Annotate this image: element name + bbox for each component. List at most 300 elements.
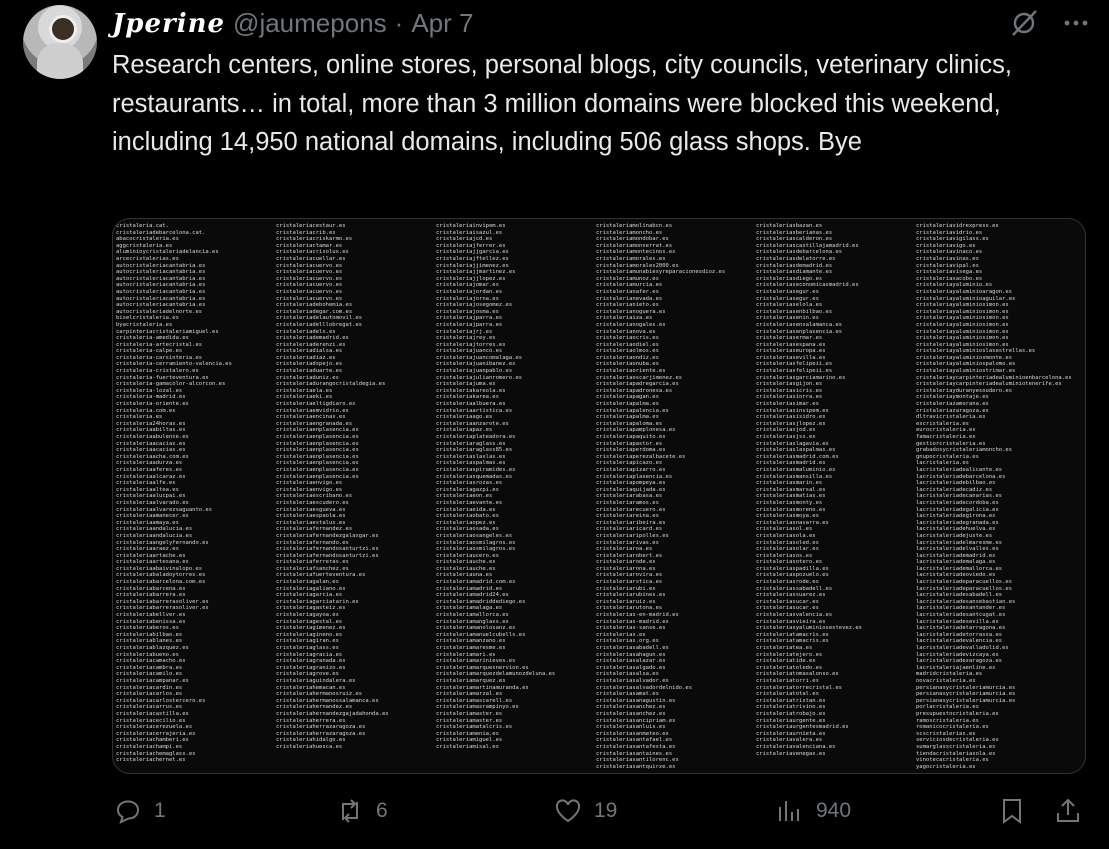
domain-entry: cristaleriasmonty.es [756, 499, 823, 506]
views-button[interactable] [774, 795, 851, 827]
domain-entry: cristaleriabenissa.es [116, 618, 186, 625]
domain-entry: cristaleriamonserrat.es [596, 242, 673, 249]
domain-entry: cristaleriayaluminiosmonte.es [916, 354, 1013, 361]
domain-entry: cristaleriadegar.com.es [276, 308, 353, 315]
display-name[interactable]: Jperine [112, 9, 226, 39]
domain-entry: cristalerianogales.es [596, 321, 666, 328]
domain-entry: cristaleriapaquito.es [596, 434, 666, 440]
domain-entry: romanicocristaleria.es [916, 724, 989, 731]
domain-entry: cristaleriaencinas.es [276, 414, 346, 421]
domain-entry: cristaleriabarrera.es [116, 592, 186, 599]
domain-entry: cristaleriatejero.es [756, 651, 823, 658]
domain-entry: gestiorcristaleria.es [916, 440, 986, 447]
domain-entry: cristaleriasimar.es [756, 401, 819, 408]
domain-entry: cristalerias.es [596, 631, 646, 638]
domain-entry: lacristaleriadeparacuellos.es [916, 585, 1013, 592]
domain-entry: cristalerias-sanse.es [596, 625, 666, 632]
domain-entry: cristaleria-gamacolor-alcorcon.es [116, 381, 226, 388]
domain-entry: cristaleriaengranada.es [276, 420, 353, 427]
bookmark-button[interactable] [996, 795, 1028, 827]
domain-entry: cristaleriatide.es [756, 658, 816, 665]
domain-entry: cristaleriayaluminiosimon.es [916, 321, 1009, 328]
domain-entry: cristaleriaandalucia.es [116, 532, 193, 539]
domain-entry: cristaleriaruiz.es [596, 598, 656, 605]
domain-entry: cristaleriarubines.es [596, 592, 666, 599]
domain-entry: cristaleriamurcia.es [596, 282, 663, 289]
domain-entry: cristaleriasmoreno.es [756, 506, 826, 513]
tweet-actions [112, 795, 1084, 831]
domain-entry: cristaleriasfelipeii.es [756, 368, 833, 375]
domain-entry: cristaleriazamorana.es [916, 401, 989, 408]
domain-entry: cristaleriamallorca.es [436, 612, 509, 619]
domain-entry: lacristaleriadetarragona.es [916, 625, 1006, 632]
domain-entry: cristaleriaroa.es [596, 546, 653, 553]
domain-entry: lacristaleriadesansebastian.es [916, 598, 1016, 605]
domain-column [916, 223, 1076, 770]
domain-entry: cristaleriaseconomicasmadrid.es [756, 282, 859, 289]
domain-entry: vinotecacristaleria.es [916, 757, 989, 764]
domain-entry: cristaleriaguindalera.es [276, 677, 356, 684]
domain-entry: cristaleriajtorres.es [436, 341, 506, 348]
domain-entry: cristaleriacarlos.es [116, 691, 183, 698]
domain-entry: cristaleriarutona.es [596, 605, 663, 612]
domain-entry: aluminioycristaleriadelancia.es [116, 249, 219, 256]
domain-entry: cristaleria-oriente.es [116, 401, 189, 408]
domain-entry: cristaleriabarrerasoliver.es [116, 605, 209, 612]
domain-entry: cristaleriamascarell.es [436, 697, 513, 704]
domain-entry: cristaleriajorna.es [436, 295, 499, 302]
domain-entry: cristaleriamorales2000.es [596, 262, 679, 269]
domain-entry: cristaleriamadrid.es [436, 585, 503, 592]
domain-entry: cristaleriauche.es [436, 565, 496, 572]
tweet-media-image[interactable] [112, 218, 1086, 774]
domain-entry: cristaleriamanglass.es [436, 618, 509, 625]
domain-entry: cristaleriaseuropa.es [756, 348, 826, 355]
domain-entry: cristaleriayaluminioaragon.es [916, 288, 1013, 295]
domain-entry: cristaleriaspadilla.es [756, 565, 829, 572]
tweet-date[interactable]: Apr 7 [411, 8, 474, 38]
domain-entry: cristaleriavinaco.es [916, 249, 983, 256]
domain-entry: cristaleriasenplasencia.es [756, 328, 843, 335]
domain-entry: cristaleriasicris.es [756, 387, 823, 394]
domain-entry: cristaleria-madrid.es [116, 394, 186, 401]
domain-entry: cristaleriassuarez.es [756, 592, 826, 599]
reply-icon [112, 795, 144, 827]
domain-entry: cristaleriaabiltas.es [116, 427, 186, 434]
domain-entry: yagocristaleria.es [916, 763, 976, 770]
domain-entry: cristaleriatoledo.es [756, 664, 823, 671]
domain-entry: cristaleriasisidro.es [756, 414, 826, 421]
domain-entry: cristaleriamarzal.es [436, 691, 503, 698]
domain-entry: cristaleriaslagavia.es [756, 440, 829, 447]
domain-entry: famacristaleria.es [916, 434, 976, 440]
domain-entry: cristaleriarona.es [596, 565, 656, 572]
domain-entry: cristaleriaosangeles.es [436, 532, 513, 539]
domain-entry: cristaleriagayoa.es [276, 612, 339, 619]
domain-entry: cristaleriagracia.es [276, 651, 343, 658]
domain-entry: cristaleriaenplasencia.es [276, 447, 359, 454]
domain-entry: cristaleriaadurza.es [116, 460, 183, 467]
domain-entry: cristaleriabarcelona.com.es [116, 579, 206, 586]
domain-entry: autocristaleriacantabria.es [116, 295, 206, 302]
domain-entry: cristaleriayaluminiosimon.es [916, 315, 1009, 322]
domain-entry: cristaleriajuancomalaga.es [436, 354, 523, 361]
domain-entry: cristaleriaspozuelo.es [756, 572, 829, 579]
domain-entry: cristaleriasevilla.es [756, 354, 826, 361]
domain-entry: cristaleriacuervo.es [276, 288, 343, 295]
heart-icon [552, 795, 584, 827]
domain-entry: cristaleriascastillajamadrid.es [756, 242, 859, 249]
tweet-header [112, 8, 473, 40]
domain-entry: cristaleriakareola.es [436, 387, 506, 394]
domain-entry: cristaleriasancipriam.es [596, 717, 676, 724]
domain-entry: cristaleriamalaga.es [436, 605, 503, 612]
domain-entry: lacristaleria.es [916, 460, 969, 467]
domain-entry: cristaleriahemacan.es [276, 684, 346, 691]
domain-entry: cristaleriavenegas.es [756, 750, 826, 757]
domain-entry: cristaleriasdelatorre.es [756, 255, 836, 262]
domain-entry: cristaleriaangelyfernando.es [116, 539, 209, 546]
avatar[interactable] [23, 5, 97, 79]
domain-entry: cristaleriavidrio.es [916, 229, 983, 236]
domain-entry: cristaleriacuervo.es [276, 269, 343, 276]
domain-entry: persianasycristaleriamurcia.es [916, 697, 1016, 704]
domain-entry: cristaleriajjlopez.es [436, 275, 506, 282]
domain-entry: cristalerias.org.es [596, 638, 659, 645]
domain-entry: cristaleriaeltigdiaro.es [276, 401, 356, 408]
domain-entry: cristaleriaenplasencia.es [276, 466, 359, 473]
domain-entry: cristaleriamoncho.es [596, 229, 663, 236]
domain-entry: cristaleriayaluminioslasestrellas.es [916, 348, 1036, 355]
domain-entry: cristaleriaalucpai.es [116, 493, 186, 500]
domain-entry: cristaleriamaster.es [436, 717, 503, 724]
domain-entry: cristaleriaherrera.es [276, 717, 346, 724]
domain-entry: cristaleriasinvipem.es [756, 407, 829, 414]
domain-entry: lacristaleriajaenline.es [916, 664, 996, 671]
domain-entry: cristaleriarovira.es [596, 572, 663, 579]
domain-entry: cristaleriamarinieves.es [436, 658, 516, 665]
domain-entry: cristaleriayaluminiosimon.es [916, 328, 1009, 335]
domain-entry: cristaleriajuma.es [436, 381, 496, 388]
domain-entry: cristaleriaucero.es [436, 552, 499, 559]
domain-entry: cristaleriasdemadrid.es [756, 262, 833, 269]
domain-entry: cristaleriayaluminiosimon.es [916, 308, 1009, 315]
domain-entry: cristaleriadelx.es [276, 328, 336, 335]
domain-entry: cristaleriaandalucia.es [116, 526, 193, 533]
domain-entry: cristaleriaspalmas.es [436, 460, 506, 467]
domain-entry: cristaleriaesgueva.es [276, 506, 346, 513]
domain-entry: cristaleriakarea.es [436, 394, 499, 401]
domain-column [436, 223, 596, 751]
domain-entry: cristaleriaenplasencia.es [276, 427, 359, 434]
like-button[interactable] [552, 795, 617, 827]
domain-entry: scscristalerias.es [916, 730, 976, 737]
domain-entry: cristaleriatotal.es [756, 691, 819, 698]
domain-entry: tiendacristaleriasola.es [916, 750, 996, 757]
share-button[interactable] [1052, 795, 1084, 827]
domain-entry: grabadosycristaleriamoncho.es [916, 447, 1013, 454]
domain-entry: cristaleriaalvarezsaguanto.es [116, 506, 213, 513]
domain-entry: cristaleriasquemadas.es [436, 473, 513, 480]
domain-entry: cristaleriacuellar.es [276, 255, 346, 262]
domain-entry: cristaleriasantquirze.es [596, 763, 676, 770]
domain-entry: cristaleriamasrampinyo.es [436, 704, 519, 711]
domain-entry: cristaleriajosma.es [436, 308, 499, 315]
domain-entry: cristaleriasos.es [756, 552, 813, 559]
domain-entry: cristaleriasanmateo.es [596, 730, 669, 737]
domain-entry: cristaleriarabasa.es [596, 493, 663, 500]
domain-entry: cristaleriahernandezgajadahonda.es [276, 710, 389, 717]
domain-entry: cristaleriasotero.es [756, 559, 823, 566]
domain-entry: cristaleriassabadell.es [756, 585, 833, 592]
domain-entry: cristaleriasfelipeii.es [756, 361, 833, 368]
domain-entry: cristaleriasgijon.es [756, 381, 823, 388]
domain-entry: cristaleriaalbuera.es [436, 401, 506, 408]
domain-entry: cristaleriasenin.es [756, 315, 819, 322]
domain-entry: cristaleriaartache.es [116, 552, 186, 559]
domain-entry: cristaleriacriskarmo.es [276, 236, 353, 243]
avatar-suit [37, 43, 83, 79]
domain-entry: cristaleria-calpe.es [116, 348, 183, 355]
domain-entry: cristaleriayaluminiostrimar.es [916, 368, 1016, 375]
domain-entry: eurocristaleria.es [916, 427, 976, 434]
domain-entry: autocristaleriacantabria.es [116, 288, 206, 295]
user-handle[interactable]: @jaumepons [233, 8, 387, 38]
domain-entry: cristaleriaanzarote.es [436, 420, 509, 427]
domain-entry: cristaleriasola.es [756, 532, 816, 539]
domain-entry: cristaleriafuerteventura.es [276, 572, 366, 579]
domain-entry: cristaleriacamacho.es [116, 658, 186, 665]
domain-entry: cristaleriasmaluminio.es [756, 466, 836, 473]
domain-entry: cristaleriaquijada.es [596, 486, 666, 493]
domain-entry: cristaleriagalan.es [276, 579, 339, 586]
domain-entry: cristaleriaramos.es [596, 499, 659, 506]
domain-entry: cristaleriaycarpinteriadealuminiotenerife.es [916, 381, 1062, 388]
domain-entry: cristaleriamarquez.es [436, 677, 506, 684]
domain-entry: cristaleriasnavarra.es [756, 519, 829, 526]
header-icons [1009, 8, 1089, 45]
domain-entry: cristaleriamunoz.es [596, 275, 659, 282]
domain-entry: cristaleria-artecristal.es [116, 341, 203, 348]
domain-entry: cristaleriadelautomovil.es [276, 315, 363, 322]
domain-entry: cristaleriaestalux.es [276, 519, 346, 526]
domain-entry: cristaleriaespaola.es [276, 513, 346, 520]
domain-entry: lacristaleriadealicante.es [916, 466, 1003, 473]
domain-entry: cristaleriajjgarcia.es [436, 249, 509, 256]
domain-entry: cristaleriaisazul.es [436, 229, 503, 236]
domain-entry: carpinteriacristaleriamiguel.es [116, 328, 219, 335]
domain-entry: cristaleriasensalamanca.es [756, 321, 843, 328]
domain-entry: cristaleriapagan.es [596, 394, 659, 401]
domain-entry: cristaleriaslaspalmas.es [756, 447, 836, 454]
domain-entry: cristaleriasermar.es [756, 335, 823, 342]
domain-entry: cristalerianoguera.es [596, 308, 666, 315]
domain-entry: cristaleriaaraez.es [116, 546, 179, 553]
domain-entry: cristaleriasanluis.es [596, 724, 666, 731]
domain-entry: cristaleriacecilio.es [116, 717, 186, 724]
more-icon[interactable] [1063, 8, 1089, 45]
domain-entry: cristaleriasegur.es [756, 295, 819, 302]
domain-entry: cristaleriagasteiz.es [276, 605, 346, 612]
domain-entry: cristaleriajferrer.es [436, 242, 506, 249]
domain-entry: cristaleria24horas.es [116, 420, 186, 427]
domain-entry: cristaleriaago.es [436, 414, 493, 421]
domain-entry: cristaleriaplateadora.es [436, 434, 516, 440]
domain-entry: cristaleriaamanecer.es [116, 513, 189, 520]
domain-entry: cristaleriauche.es [436, 559, 496, 566]
domain-entry: cristaleriaescudero.es [276, 499, 349, 506]
domain-entry: autocristaleriadelnorte.es [116, 308, 203, 315]
domain-entry: lacristaleriadelmaresme.es [916, 539, 1003, 546]
domain-entry: cristaleriavisega.es [916, 269, 983, 276]
domain-entry: cristaleriaeon.es [436, 493, 493, 500]
domain-entry: cristaleriaderenzi.es [276, 341, 346, 348]
domain-entry: cristaleriaartistica.es [436, 407, 513, 414]
domain-entry: cristaleriachampi.es [116, 743, 183, 750]
domain-entry: cristaleriasantafael.es [596, 737, 673, 744]
domain-entry: cristaleriasolar.es [756, 546, 819, 553]
grok-icon[interactable] [1009, 8, 1039, 45]
domain-entry: cristaleriarubi.es [596, 585, 656, 592]
domain-entry: cristaleriamiguel.es [436, 737, 503, 744]
domain-entry: cristaleriajordan.es [436, 288, 503, 295]
domain-entry: cristaleriasvalencia.es [756, 612, 833, 619]
domain-entry: cristaleriavigo.es [916, 242, 976, 249]
domain-entry: cristaleriaenplasencia.es [276, 460, 359, 467]
domain-entry: cristaleriaselola.es [756, 302, 823, 309]
domain-entry: cristaleriarode.es [596, 559, 656, 566]
domain-entry: cristaleriapaloma.es [596, 420, 663, 427]
domain-entry: cristaleriamaster.es [436, 710, 503, 717]
domain-entry: cristaleriasamat.es [596, 691, 659, 698]
domain-entry: cristaleriasdiego.es [756, 275, 823, 282]
domain-entry: cristaleriavigilass.es [916, 236, 989, 243]
domain-entry: cristaleriajuanco.es [436, 348, 503, 355]
domain-entry: cristaleriasberianas.es [756, 229, 833, 236]
domain-entry: lacristaleriadevalencia.es [916, 638, 1003, 645]
domain-entry: cristaleriamunabiesyreparacionesdioz.es [596, 269, 726, 276]
domain-entry: cristaleriacuervo.es [276, 262, 343, 269]
domain-entry: cristaleriatristan.es [756, 697, 826, 704]
domain-entry: cristaleriagaliano.es [276, 585, 346, 592]
domain-entry: lacristaleriadecordoba.es [916, 499, 999, 506]
domain-entry: cristaleriaurnieta.es [756, 730, 826, 737]
domain-entry: cristaleriagarcia.es [276, 592, 343, 599]
domain-entry: cristaleriapicazo.es [596, 460, 663, 467]
domain-entry: cristaleriaobato.es [436, 513, 499, 520]
domain-entry: cristaleriajulianromero.es [436, 374, 523, 381]
domain-entry: cristaleriahernandez.es [276, 704, 353, 711]
domain-entry: cristaleriaeida.es [436, 506, 496, 513]
domain-entry: cristaleriajrj.es [436, 328, 493, 335]
domain-entry: cristaleriamanolosanz.es [436, 625, 516, 632]
domain-entry: cristaleriapamplonesa.es [596, 427, 676, 434]
domain-entry: cristaleriablanes.es [116, 638, 183, 645]
domain-entry: cristaleriabaladoytorres.es [116, 572, 206, 579]
domain-entry: cristalerias-en-madrid.es [596, 612, 679, 619]
separator-dot: · [394, 8, 404, 38]
domain-entry: biselcristaleria.es [116, 315, 179, 322]
domain-entry: cristaleriaela.es [276, 387, 333, 394]
domain-entry: cristaleriaycarpinteriadealuminioenbarcelona.es [916, 374, 1072, 381]
domain-entry: cristaleriacuervo.es [276, 282, 343, 289]
domain-entry: novacristaleria.es [916, 677, 976, 684]
domain-column [596, 223, 756, 770]
domain-entry: cristaleriacuervo.es [276, 275, 343, 282]
domain-entry: lacristaleriadecanarias.es [916, 493, 1003, 500]
domain-entry: cristaleria-cristalero.es [116, 368, 199, 375]
domain-entry: cristaleriacerrajeria.es [116, 730, 196, 737]
domain-entry: cristaleriaricard.es [596, 526, 663, 533]
domain-entry: cristaleriasmansilla.es [756, 473, 833, 480]
repost-icon [334, 795, 366, 827]
domain-entry: autocristaleriacantabria.es [116, 302, 206, 309]
domain-entry: lacristaleriadesabadell.es [916, 592, 1003, 599]
domain-entry: cristaleriacrib.es [276, 229, 336, 236]
domain-entry: cristaleriaemvidrio.es [276, 407, 349, 414]
domain-entry: cristaleria-carsinteria.es [116, 354, 203, 361]
views-count: 940 [816, 799, 852, 822]
domain-entry: cristaleriajrey.es [436, 335, 496, 342]
domain-entry: cristaleriapaz.es [436, 427, 493, 434]
domain-entry: lacristaleriadesantcugat.es [916, 612, 1006, 619]
domain-entry: cristaleriasucar.es [756, 598, 819, 605]
domain-entry: lacristaleriadevalladolid.es [916, 645, 1009, 651]
domain-entry: cristaleriamatalcris.es [436, 724, 513, 731]
domain-entry: cristaleriaeki.es [276, 394, 333, 401]
domain-entry: cristaleriagiran.es [276, 638, 339, 645]
domain-entry: cristaleriachamberi.es [116, 737, 189, 744]
domain-entry: cristaleriadelllobregat.es [276, 321, 363, 328]
domain-entry: cristaleria-amedida.es [116, 335, 189, 342]
domain-entry: cristaleriaosmilagros.es [436, 539, 516, 546]
domain-entry: cristaleriapadronesa.es [596, 387, 673, 394]
domain-entry: cristaleriamanzano.es [436, 638, 506, 645]
domain-entry: cristaleriamaresme.es [436, 645, 506, 651]
domain-entry: cristaleriainvipem.es [436, 223, 506, 229]
domain-entry: cristaleriayaluminiosimon.es [916, 335, 1009, 342]
domain-entry: lacristaleriadevizcaya.es [916, 651, 999, 658]
domain-entry: cristaleriacardin.es [116, 684, 183, 691]
domain-entry: cristaleriaoscarjimenez.es [596, 374, 683, 381]
domain-entry: madridcristaleria.es [916, 671, 983, 678]
domain-entry: cristaleriapadregarcia.es [596, 381, 679, 388]
domain-entry: cristaleriapalma.es [596, 401, 659, 408]
domain-entry: cristaleriasol.es [756, 526, 813, 533]
domain-entry: persianasycristaleriamurcia.es [916, 684, 1016, 691]
domain-entry: cristalerianieto.es [596, 302, 659, 309]
repost-button[interactable] [334, 795, 388, 827]
domain-entry: cristaleriamadrid24.es [436, 592, 509, 599]
domain-entry: cristaleriaosmilagros.es [436, 546, 516, 553]
domain-entry: cristaleriayaluminio.es [916, 282, 993, 289]
domain-entry: cristaleriaherrazaragoza.es [276, 724, 366, 731]
domain-entry: lacristaleriademalaga.es [916, 559, 996, 566]
domain-entry: cristaleriabellver.es [116, 612, 186, 619]
domain-entry: cristaleriabueno.es [116, 651, 179, 658]
reply-button[interactable] [112, 795, 166, 827]
domain-entry: persianasycristaleriamurcia.es [916, 691, 1016, 698]
domain-entry: abacocristaleria.es [116, 236, 179, 243]
domain-entry: cristaleriasalazar.es [596, 658, 666, 665]
domain-entry: cristaleriaaltea.es [116, 486, 179, 493]
avatar-visor [49, 15, 77, 43]
domain-entry: cristaleriasanchez.es [596, 710, 666, 717]
domain-entry: cristaleriaperdoma.es [596, 447, 666, 454]
domain-entry: cristaleriatorrecristal.es [756, 684, 843, 691]
domain-entry: cristaleriamadrid.com.es [436, 579, 516, 586]
domain-entry: cristaleriacamilo.es [116, 671, 183, 678]
